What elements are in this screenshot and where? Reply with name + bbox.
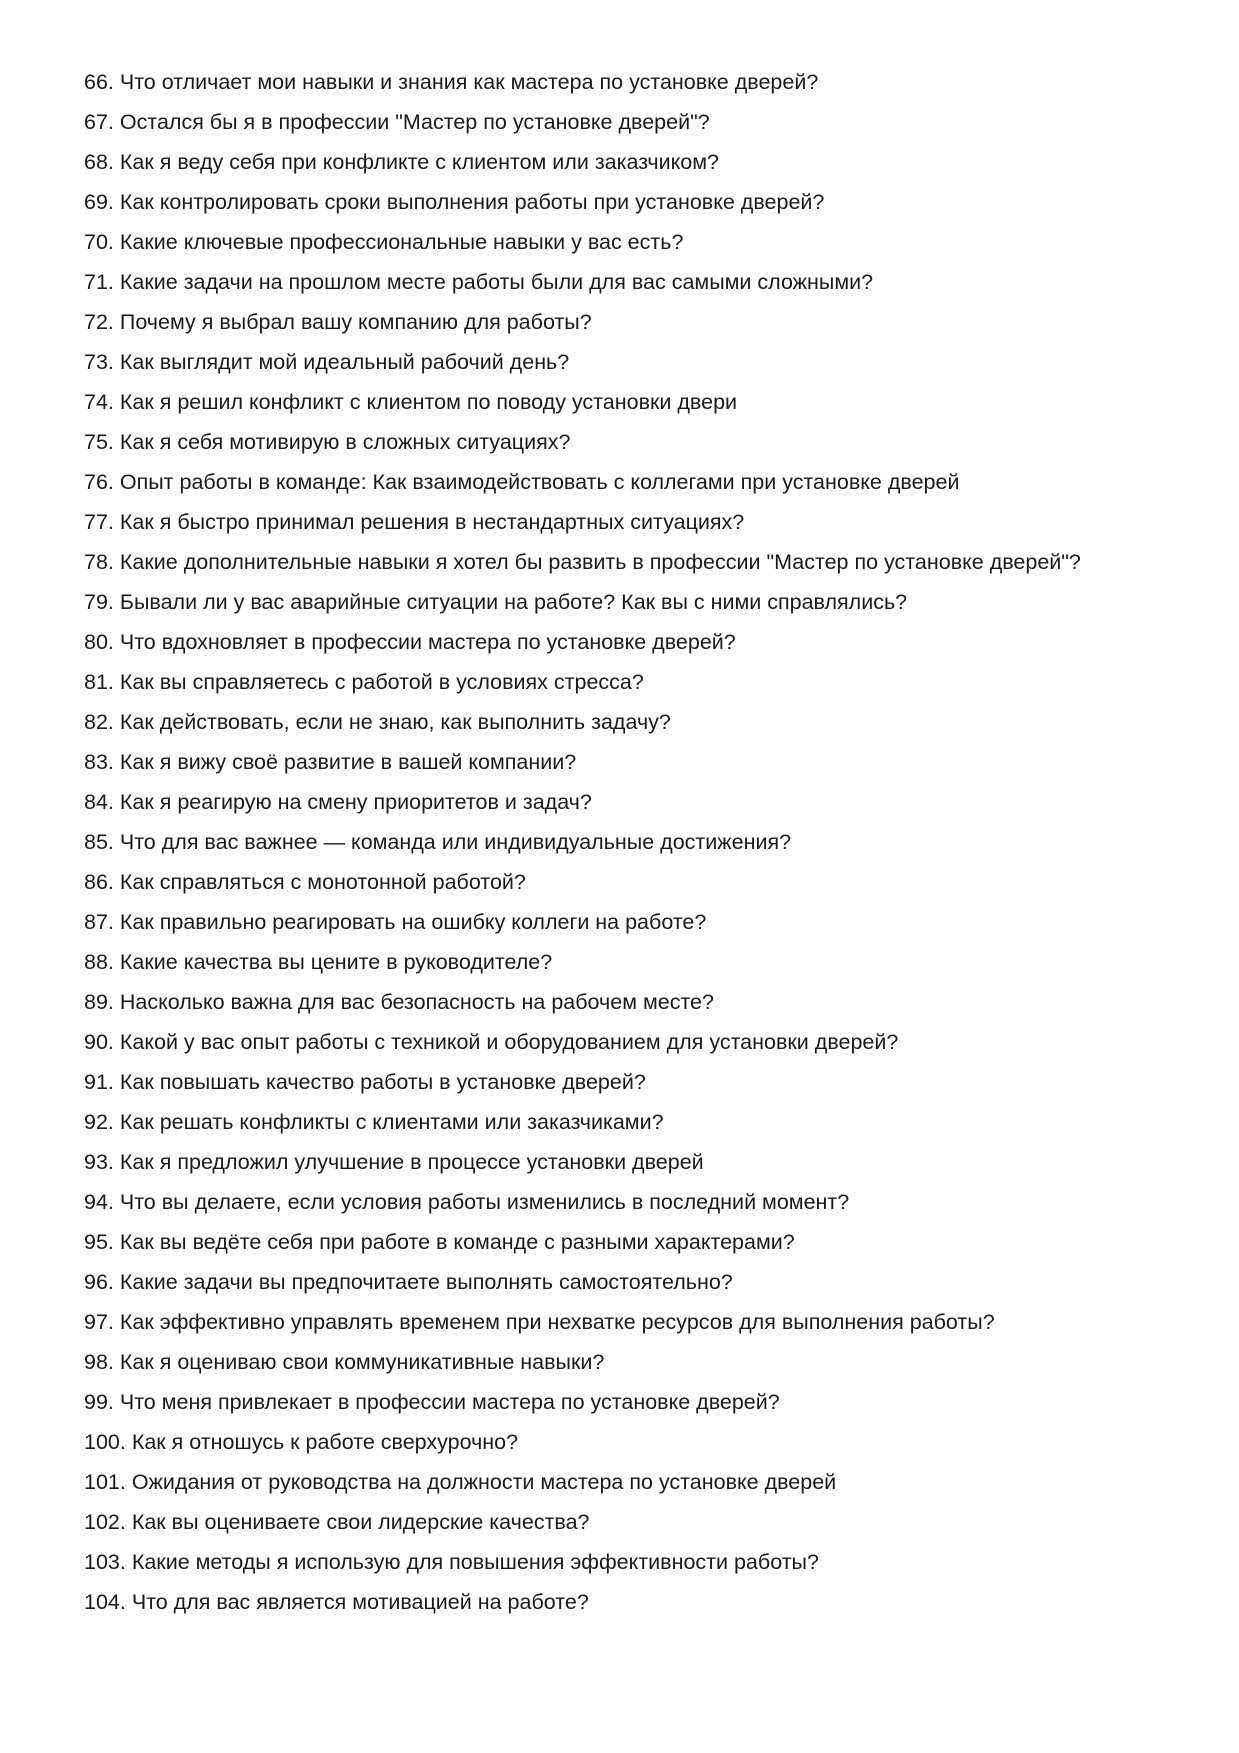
question-item: 86. Как справляться с монотонной работой? [84, 870, 526, 894]
question-item: 85. Что для вас важнее — команда или индивидуальные достижения? [84, 830, 792, 854]
question-item: 80. Что вдохновляет в профессии мастера по установке дверей? [84, 630, 736, 654]
question-item: 83. Как я вижу своё развитие в вашей компании? [84, 750, 577, 774]
question-item: 73. Как выглядит мой идеальный рабочий день? [84, 350, 570, 374]
question-item: 77. Как я быстро принимал решения в нестандартных ситуациях? [84, 510, 745, 534]
question-item: 103. Какие методы я использую для повышения эффективности работы? [84, 1550, 819, 1574]
question-item: 75. Как я себя мотивирую в сложных ситуациях? [84, 430, 571, 454]
question-item: 71. Какие задачи на прошлом месте работы были для вас самыми сложными? [84, 270, 874, 294]
question-item: 94. Что вы делаете, если условия работы изменились в последний момент? [84, 1190, 850, 1214]
question-item: 68. Как я веду себя при конфликте с клиентом или заказчиком? [84, 150, 719, 174]
question-item: 92. Как решать конфликты с клиентами или заказчиками? [84, 1110, 664, 1134]
question-item: 96. Какие задачи вы предпочитаете выполнять самостоятельно? [84, 1270, 733, 1294]
question-item: 104. Что для вас является мотивацией на работе? [84, 1590, 589, 1614]
question-item: 78. Какие дополнительные навыки я хотел бы развить в профессии "Мастер по установке дверей"? [84, 550, 1081, 574]
question-list [84, 62, 1164, 1622]
question-item: 98. Как я оцениваю свои коммуникативные навыки? [84, 1350, 605, 1374]
question-item: 99. Что меня привлекает в профессии мастера по установке дверей? [84, 1390, 780, 1414]
question-item: 102. Как вы оцениваете свои лидерские качества? [84, 1510, 590, 1534]
question-item: 97. Как эффективно управлять временем при нехватке ресурсов для выполнения работы? [84, 1310, 995, 1334]
question-item: 66. Что отличает мои навыки и знания как мастера по установке дверей? [84, 70, 819, 94]
question-item: 91. Как повышать качество работы в установке дверей? [84, 1070, 646, 1094]
question-item: 90. Какой у вас опыт работы с техникой и оборудованием для установки дверей? [84, 1030, 899, 1054]
question-item: 69. Как контролировать сроки выполнения работы при установке дверей? [84, 190, 825, 214]
question-item: 101. Ожидания от руководства на должности мастера по установке дверей [84, 1470, 837, 1494]
question-item: 72. Почему я выбрал вашу компанию для работы? [84, 310, 592, 334]
question-item: 89. Насколько важна для вас безопасность на рабочем месте? [84, 990, 714, 1014]
question-item: 84. Как я реагирую на смену приоритетов и задач? [84, 790, 592, 814]
question-item: 81. Как вы справляетесь с работой в условиях стресса? [84, 670, 644, 694]
question-item: 95. Как вы ведёте себя при работе в команде с разными характерами? [84, 1230, 795, 1254]
question-item: 79. Бывали ли у вас аварийные ситуации на работе? Как вы с ними справлялись? [84, 590, 908, 614]
question-item: 67. Остался бы я в профессии "Мастер по установке дверей"? [84, 110, 710, 134]
question-item: 70. Какие ключевые профессиональные навыки у вас есть? [84, 230, 684, 254]
question-item: 100. Как я отношусь к работе сверхурочно? [84, 1430, 519, 1454]
question-item: 82. Как действовать, если не знаю, как выполнить задачу? [84, 710, 671, 734]
question-item: 87. Как правильно реагировать на ошибку коллеги на работе? [84, 910, 707, 934]
question-item: 74. Как я решил конфликт с клиентом по поводу установки двери [84, 390, 738, 414]
question-item: 88. Какие качества вы цените в руководителе? [84, 950, 553, 974]
question-item: 76. Опыт работы в команде: Как взаимодействовать с коллегами при установке дверей [84, 470, 960, 494]
question-item: 93. Как я предложил улучшение в процессе установки дверей [84, 1150, 704, 1174]
